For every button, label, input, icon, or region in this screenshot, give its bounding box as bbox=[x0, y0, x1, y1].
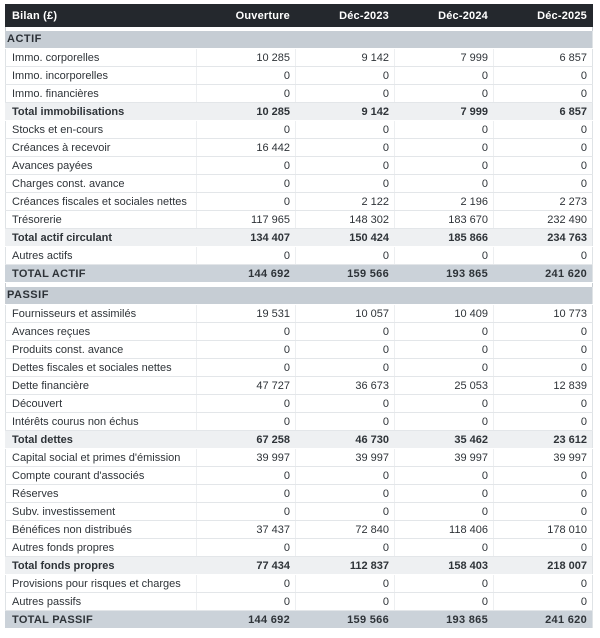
row-label: Avances reçues bbox=[6, 323, 197, 341]
cell-value: 36 673 bbox=[296, 377, 395, 395]
table-row bbox=[6, 121, 593, 139]
row-label: Créances à recevoir bbox=[6, 139, 197, 157]
cell-value: 193 865 bbox=[395, 265, 494, 283]
table-row bbox=[6, 103, 593, 121]
cell-value: 0 bbox=[395, 139, 494, 157]
row-label: Stocks et en-cours bbox=[6, 121, 197, 139]
row-label: TOTAL ACTIF bbox=[6, 265, 197, 283]
table-row bbox=[6, 265, 593, 283]
cell-value: 0 bbox=[197, 247, 296, 265]
cell-value: 144 692 bbox=[197, 611, 296, 629]
cell-value: 10 057 bbox=[296, 305, 395, 323]
row-label: Autres passifs bbox=[6, 593, 197, 611]
table-row bbox=[6, 503, 593, 521]
cell-value: 0 bbox=[296, 503, 395, 521]
cell-value: 37 437 bbox=[197, 521, 296, 539]
cell-value: 0 bbox=[296, 323, 395, 341]
cell-value: 0 bbox=[197, 121, 296, 139]
table-row bbox=[6, 467, 593, 485]
cell-value: 0 bbox=[494, 67, 593, 85]
cell-value: 16 442 bbox=[197, 139, 296, 157]
row-label: Compte courant d'associés bbox=[6, 467, 197, 485]
table-row bbox=[6, 323, 593, 341]
cell-value: 0 bbox=[197, 467, 296, 485]
section-title: PASSIF bbox=[6, 287, 593, 305]
column-header-ouverture: Ouverture bbox=[197, 5, 296, 27]
cell-value: 35 462 bbox=[395, 431, 494, 449]
cell-value: 0 bbox=[395, 413, 494, 431]
cell-value: 0 bbox=[296, 67, 395, 85]
cell-value: 0 bbox=[296, 247, 395, 265]
cell-value: 159 566 bbox=[296, 611, 395, 629]
cell-value: 0 bbox=[494, 247, 593, 265]
cell-value: 159 566 bbox=[296, 265, 395, 283]
cell-value: 0 bbox=[395, 359, 494, 377]
cell-value: 0 bbox=[395, 485, 494, 503]
table-row bbox=[6, 247, 593, 265]
cell-value: 10 285 bbox=[197, 49, 296, 67]
cell-value: 134 407 bbox=[197, 229, 296, 247]
row-label: Trésorerie bbox=[6, 211, 197, 229]
row-label: Dettes fiscales et sociales nettes bbox=[6, 359, 197, 377]
cell-value: 10 773 bbox=[494, 305, 593, 323]
cell-value: 0 bbox=[395, 323, 494, 341]
cell-value: 0 bbox=[296, 485, 395, 503]
table-row bbox=[6, 449, 593, 467]
cell-value: 67 258 bbox=[197, 431, 296, 449]
cell-value: 0 bbox=[494, 485, 593, 503]
cell-value: 19 531 bbox=[197, 305, 296, 323]
cell-value: 112 837 bbox=[296, 557, 395, 575]
cell-value: 7 999 bbox=[395, 103, 494, 121]
cell-value: 0 bbox=[197, 413, 296, 431]
balance-sheet-table bbox=[5, 4, 593, 629]
cell-value: 0 bbox=[197, 359, 296, 377]
cell-value: 0 bbox=[197, 341, 296, 359]
cell-value: 0 bbox=[296, 121, 395, 139]
cell-value: 0 bbox=[197, 157, 296, 175]
cell-value: 10 409 bbox=[395, 305, 494, 323]
cell-value: 39 997 bbox=[494, 449, 593, 467]
cell-value: 0 bbox=[395, 85, 494, 103]
cell-value: 0 bbox=[395, 395, 494, 413]
cell-value: 117 965 bbox=[197, 211, 296, 229]
table-row bbox=[6, 539, 593, 557]
cell-value: 39 997 bbox=[197, 449, 296, 467]
table-row bbox=[6, 341, 593, 359]
cell-value: 2 273 bbox=[494, 193, 593, 211]
row-label: Réserves bbox=[6, 485, 197, 503]
cell-value: 39 997 bbox=[395, 449, 494, 467]
cell-value: 0 bbox=[395, 341, 494, 359]
cell-value: 0 bbox=[395, 67, 494, 85]
cell-value: 10 285 bbox=[197, 103, 296, 121]
cell-value: 0 bbox=[197, 593, 296, 611]
table-row bbox=[6, 557, 593, 575]
cell-value: 0 bbox=[197, 323, 296, 341]
cell-value: 0 bbox=[296, 359, 395, 377]
table-row bbox=[6, 49, 593, 67]
cell-value: 178 010 bbox=[494, 521, 593, 539]
row-label: Autres fonds propres bbox=[6, 539, 197, 557]
row-label: Total dettes bbox=[6, 431, 197, 449]
table-row bbox=[6, 359, 593, 377]
cell-value: 47 727 bbox=[197, 377, 296, 395]
cell-value: 150 424 bbox=[296, 229, 395, 247]
cell-value: 0 bbox=[197, 67, 296, 85]
cell-value: 0 bbox=[395, 175, 494, 193]
cell-value: 185 866 bbox=[395, 229, 494, 247]
cell-value: 46 730 bbox=[296, 431, 395, 449]
table-row bbox=[6, 611, 593, 629]
row-label: Immo. financières bbox=[6, 85, 197, 103]
cell-value: 0 bbox=[494, 395, 593, 413]
cell-value: 0 bbox=[494, 503, 593, 521]
cell-value: 232 490 bbox=[494, 211, 593, 229]
table-row bbox=[6, 377, 593, 395]
table-row bbox=[6, 229, 593, 247]
table-row bbox=[6, 211, 593, 229]
cell-value: 0 bbox=[296, 341, 395, 359]
table-row bbox=[6, 157, 593, 175]
row-label: Produits const. avance bbox=[6, 341, 197, 359]
cell-value: 118 406 bbox=[395, 521, 494, 539]
cell-value: 0 bbox=[395, 247, 494, 265]
cell-value: 0 bbox=[296, 539, 395, 557]
table-row bbox=[6, 431, 593, 449]
cell-value: 0 bbox=[296, 395, 395, 413]
cell-value: 0 bbox=[395, 157, 494, 175]
table-row bbox=[6, 575, 593, 593]
row-label: Capital social et primes d'émission bbox=[6, 449, 197, 467]
cell-value: 9 142 bbox=[296, 49, 395, 67]
table-header-row bbox=[6, 5, 593, 27]
cell-value: 0 bbox=[296, 139, 395, 157]
cell-value: 12 839 bbox=[494, 377, 593, 395]
cell-value: 0 bbox=[494, 323, 593, 341]
table-row bbox=[6, 193, 593, 211]
cell-value: 0 bbox=[494, 341, 593, 359]
cell-value: 6 857 bbox=[494, 103, 593, 121]
table-row bbox=[6, 395, 593, 413]
cell-value: 0 bbox=[395, 467, 494, 485]
cell-value: 144 692 bbox=[197, 265, 296, 283]
cell-value: 2 196 bbox=[395, 193, 494, 211]
row-label: Fournisseurs et assimilés bbox=[6, 305, 197, 323]
cell-value: 77 434 bbox=[197, 557, 296, 575]
row-label: Subv. investissement bbox=[6, 503, 197, 521]
cell-value: 25 053 bbox=[395, 377, 494, 395]
cell-value: 0 bbox=[296, 85, 395, 103]
cell-value: 9 142 bbox=[296, 103, 395, 121]
cell-value: 0 bbox=[494, 539, 593, 557]
row-label: Dette financière bbox=[6, 377, 197, 395]
table-row bbox=[6, 305, 593, 323]
cell-value: 0 bbox=[494, 85, 593, 103]
cell-value: 241 620 bbox=[494, 611, 593, 629]
row-label: Total immobilisations bbox=[6, 103, 197, 121]
cell-value: 0 bbox=[494, 121, 593, 139]
cell-value: 0 bbox=[197, 395, 296, 413]
cell-value: 0 bbox=[296, 575, 395, 593]
row-label: Découvert bbox=[6, 395, 197, 413]
row-label: Total fonds propres bbox=[6, 557, 197, 575]
cell-value: 0 bbox=[197, 575, 296, 593]
row-label: Provisions pour risques et charges bbox=[6, 575, 197, 593]
cell-value: 23 612 bbox=[494, 431, 593, 449]
column-header-dec-2024: Déc-2024 bbox=[395, 5, 494, 27]
table-row bbox=[6, 85, 593, 103]
table-row bbox=[6, 593, 593, 611]
cell-value: 6 857 bbox=[494, 49, 593, 67]
cell-value: 158 403 bbox=[395, 557, 494, 575]
cell-value: 0 bbox=[395, 539, 494, 557]
section-header-actif bbox=[6, 31, 593, 49]
row-label: Bénéfices non distribués bbox=[6, 521, 197, 539]
cell-value: 0 bbox=[197, 193, 296, 211]
table-row bbox=[6, 67, 593, 85]
cell-value: 0 bbox=[494, 413, 593, 431]
section-title: ACTIF bbox=[6, 31, 593, 49]
cell-value: 0 bbox=[494, 593, 593, 611]
cell-value: 0 bbox=[296, 413, 395, 431]
cell-value: 0 bbox=[197, 485, 296, 503]
cell-value: 241 620 bbox=[494, 265, 593, 283]
cell-value: 2 122 bbox=[296, 193, 395, 211]
cell-value: 0 bbox=[197, 175, 296, 193]
section-header-passif bbox=[6, 287, 593, 305]
table-row bbox=[6, 139, 593, 157]
cell-value: 39 997 bbox=[296, 449, 395, 467]
cell-value: 72 840 bbox=[296, 521, 395, 539]
cell-value: 0 bbox=[395, 575, 494, 593]
cell-value: 0 bbox=[296, 175, 395, 193]
row-label: Immo. incorporelles bbox=[6, 67, 197, 85]
cell-value: 0 bbox=[494, 157, 593, 175]
table-title: Bilan (£) bbox=[6, 5, 197, 27]
row-label: Autres actifs bbox=[6, 247, 197, 265]
cell-value: 148 302 bbox=[296, 211, 395, 229]
cell-value: 0 bbox=[494, 467, 593, 485]
column-header-dec-2025: Déc-2025 bbox=[494, 5, 593, 27]
cell-value: 0 bbox=[197, 539, 296, 557]
cell-value: 0 bbox=[395, 121, 494, 139]
cell-value: 0 bbox=[296, 157, 395, 175]
row-label: Intérêts courus non échus bbox=[6, 413, 197, 431]
cell-value: 0 bbox=[197, 503, 296, 521]
table-row bbox=[6, 413, 593, 431]
cell-value: 0 bbox=[494, 575, 593, 593]
table-row bbox=[6, 485, 593, 503]
row-label: Immo. corporelles bbox=[6, 49, 197, 67]
table-row bbox=[6, 521, 593, 539]
cell-value: 0 bbox=[395, 593, 494, 611]
cell-value: 0 bbox=[494, 359, 593, 377]
cell-value: 218 007 bbox=[494, 557, 593, 575]
cell-value: 183 670 bbox=[395, 211, 494, 229]
cell-value: 0 bbox=[494, 139, 593, 157]
cell-value: 193 865 bbox=[395, 611, 494, 629]
cell-value: 0 bbox=[395, 503, 494, 521]
cell-value: 0 bbox=[494, 175, 593, 193]
row-label: Avances payées bbox=[6, 157, 197, 175]
cell-value: 0 bbox=[197, 85, 296, 103]
column-header-dec-2023: Déc-2023 bbox=[296, 5, 395, 27]
table-row bbox=[6, 175, 593, 193]
cell-value: 0 bbox=[296, 467, 395, 485]
row-label: Créances fiscales et sociales nettes bbox=[6, 193, 197, 211]
row-label: TOTAL PASSIF bbox=[6, 611, 197, 629]
row-label: Total actif circulant bbox=[6, 229, 197, 247]
cell-value: 234 763 bbox=[494, 229, 593, 247]
cell-value: 7 999 bbox=[395, 49, 494, 67]
cell-value: 0 bbox=[296, 593, 395, 611]
row-label: Charges const. avance bbox=[6, 175, 197, 193]
